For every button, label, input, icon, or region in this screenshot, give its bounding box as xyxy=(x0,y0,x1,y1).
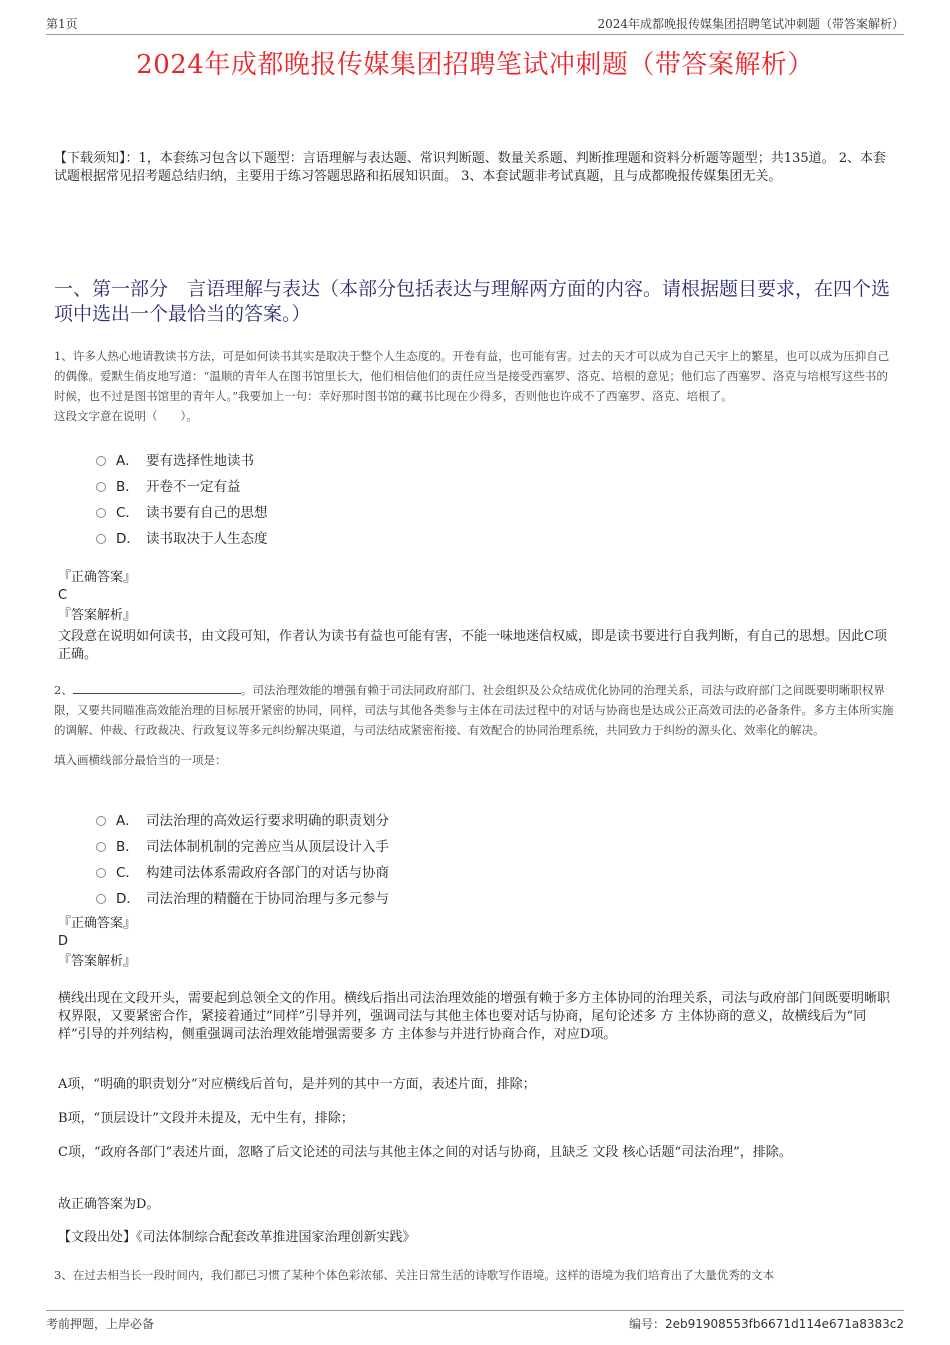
question-1-stem xyxy=(54,346,896,426)
fill-blank xyxy=(73,681,241,694)
radio-icon[interactable] xyxy=(96,816,106,826)
option-c[interactable]: C． 读书要有自己的思想 xyxy=(96,498,268,524)
option-a[interactable]: A． 司法治理的高效运行要求明确的职责划分 xyxy=(96,806,389,832)
page-header xyxy=(46,14,904,35)
analysis-option-c: C项，“政府各部门”表述片面，忽略了后文论述的司法与其他主体之间的对话与协商，且缺乏 文段 核心话题“司法治理”，排除。 xyxy=(58,1145,792,1160)
section-heading: 一、第一部分 言语理解与表达（本部分包括表达与理解两方面的内容。请根据题目要求，在四个选项中选出一个最恰当的答案。） xyxy=(54,278,891,325)
question-2-options xyxy=(96,806,389,910)
analysis-option-b: B项，“顶层设计”文段并未提及，无中生有，排除； xyxy=(58,1111,354,1126)
radio-icon[interactable] xyxy=(96,894,106,904)
radio-icon[interactable] xyxy=(96,868,106,878)
header-doc-name: 2024年成都晚报传媒集团招聘笔试冲刺题（带答案解析） xyxy=(597,17,904,31)
option-d[interactable]: D． 司法治理的精髓在于协同治理与多元参与 xyxy=(96,884,389,910)
question-2-analysis: 横线出现在文段开头，需要起到总领全文的作用。横线后指出司法治理效能的增强有赖于多方主体协同的治理关系，司法与政府部门间既要明晰职权界限，又要紧密合作，紧接着通过“同样”引导并列，强调司法与其他主体也要对话与协商，尾句论述多 方 主体协商的意义，故横线后为“同样”引导的并列结构，侧重强调司法治理效能增强需要多 方 主体参与并进行协商合作，对应D项。 xyxy=(58,991,891,1042)
radio-icon[interactable] xyxy=(96,842,106,852)
question-1-analysis: 文段意在说明如何读书，由文段可知，作者认为读书有益也可能有害，不能一味地迷信权威，即是读书要进行自我判断，有自己的思想。因此C项正确。 xyxy=(58,629,887,662)
option-c[interactable]: C． 构建司法体系需政府各部门的对话与协商 xyxy=(96,858,389,884)
question-2-text: 2、 。司法治理效能的增强有赖于司法同政府部门、社会组织及公众结成优化协同的治理关系，司法与政府部门之间既要明晰职权界限，又要共同瞄准高效能治理的目标展开紧密的协同，同样，司法与其他各类参与主体在司法过程中的对话与协商也是达成公正高效司法的必备条件。多方主体所实施的调解、仲裁、行政裁决、行政复议等多元纠纷解决渠道，与司法结成紧密衔接、有效配合的协同治理系统，共同致力于纠纷的源头化、效率化的解决。 xyxy=(54,683,894,737)
option-b[interactable]: B． 开卷不一定有益 xyxy=(96,472,268,498)
passage-source: 【文段出处】《司法体制综合配套改革推进国家治理创新实践》 xyxy=(58,1230,416,1245)
question-2-stem xyxy=(54,680,896,770)
analysis-conclusion: 故正确答案为D。 xyxy=(58,1197,160,1212)
question-1-prompt: 这段文字意在说明（ ）。 xyxy=(54,409,198,423)
document-title: 2024年成都晚报传媒集团招聘笔试冲刺题（带答案解析） xyxy=(136,50,814,80)
radio-icon[interactable] xyxy=(96,534,106,544)
radio-icon[interactable] xyxy=(96,456,106,466)
question-1-answer: 『正确答案』 C 『答案解析』 xyxy=(58,569,896,625)
option-b[interactable]: B． 司法体制机制的完善应当从顶层设计入手 xyxy=(96,832,389,858)
download-notice: 【下载须知】：1，本套练习包含以下题型：言语理解与表达题、常识判断题、数量关系题、判断推理题和资料分析题等题型；共135道。 2、本套试题根据常见招考题总结归纳，主要用于练习答题思路和拓展知识面。 3、本套试题非考试真题，且与成都晚报传媒集团无关。 xyxy=(54,151,886,184)
answer-value: D xyxy=(58,934,69,949)
question-1-options xyxy=(96,446,268,550)
footer-slogan: 考前押题，上岸必备 xyxy=(46,1317,155,1331)
radio-icon[interactable] xyxy=(96,482,106,492)
question-3-stem: 3、在过去相当长一段时间内，我们都已习惯了某种个体色彩浓郁、关注日常生活的诗歌写作语境。这样的语境为我们培育出了大量优秀的文本 xyxy=(54,1268,775,1282)
question-2-answer: 『正确答案』 D 『答案解析』 xyxy=(58,915,896,971)
radio-icon[interactable] xyxy=(96,508,106,518)
option-a[interactable]: A． 要有选择性地读书 xyxy=(96,446,268,472)
page-footer xyxy=(46,1310,904,1331)
answer-value: C xyxy=(58,588,68,603)
question-1-text: 1、许多人热心地请教读书方法，可是如何读书其实是取决于整个人生态度的。开卷有益，也可能有害。过去的天才可以成为自己天宇上的繁星，也可以成为压抑自己的偶像。爱默生俏皮地写道：“温顺的青年人在图书馆里长大，他们相信他们的责任应当是接受西塞罗、洛克、培根的意见；他们忘了西塞罗、洛克与培根写这些书的时候，也不过是图书馆里的青年人。”我要加上一句：幸好那时图书馆的藏书比现在少得多，否则他也许成不了西塞罗、洛克、培根了。 xyxy=(54,349,890,403)
document-code: 编号：2eb91908553fb6671d114e671a8383c2 xyxy=(628,1317,904,1331)
analysis-option-a: A项，“明确的职责划分”对应横线后首句，是并列的其中一方面，表述片面，排除； xyxy=(58,1077,536,1092)
page-number: 第1页 xyxy=(46,17,78,31)
option-d[interactable]: D． 读书取决于人生态度 xyxy=(96,524,268,550)
question-2-prompt: 填入画横线部分最恰当的一项是： xyxy=(54,753,227,767)
